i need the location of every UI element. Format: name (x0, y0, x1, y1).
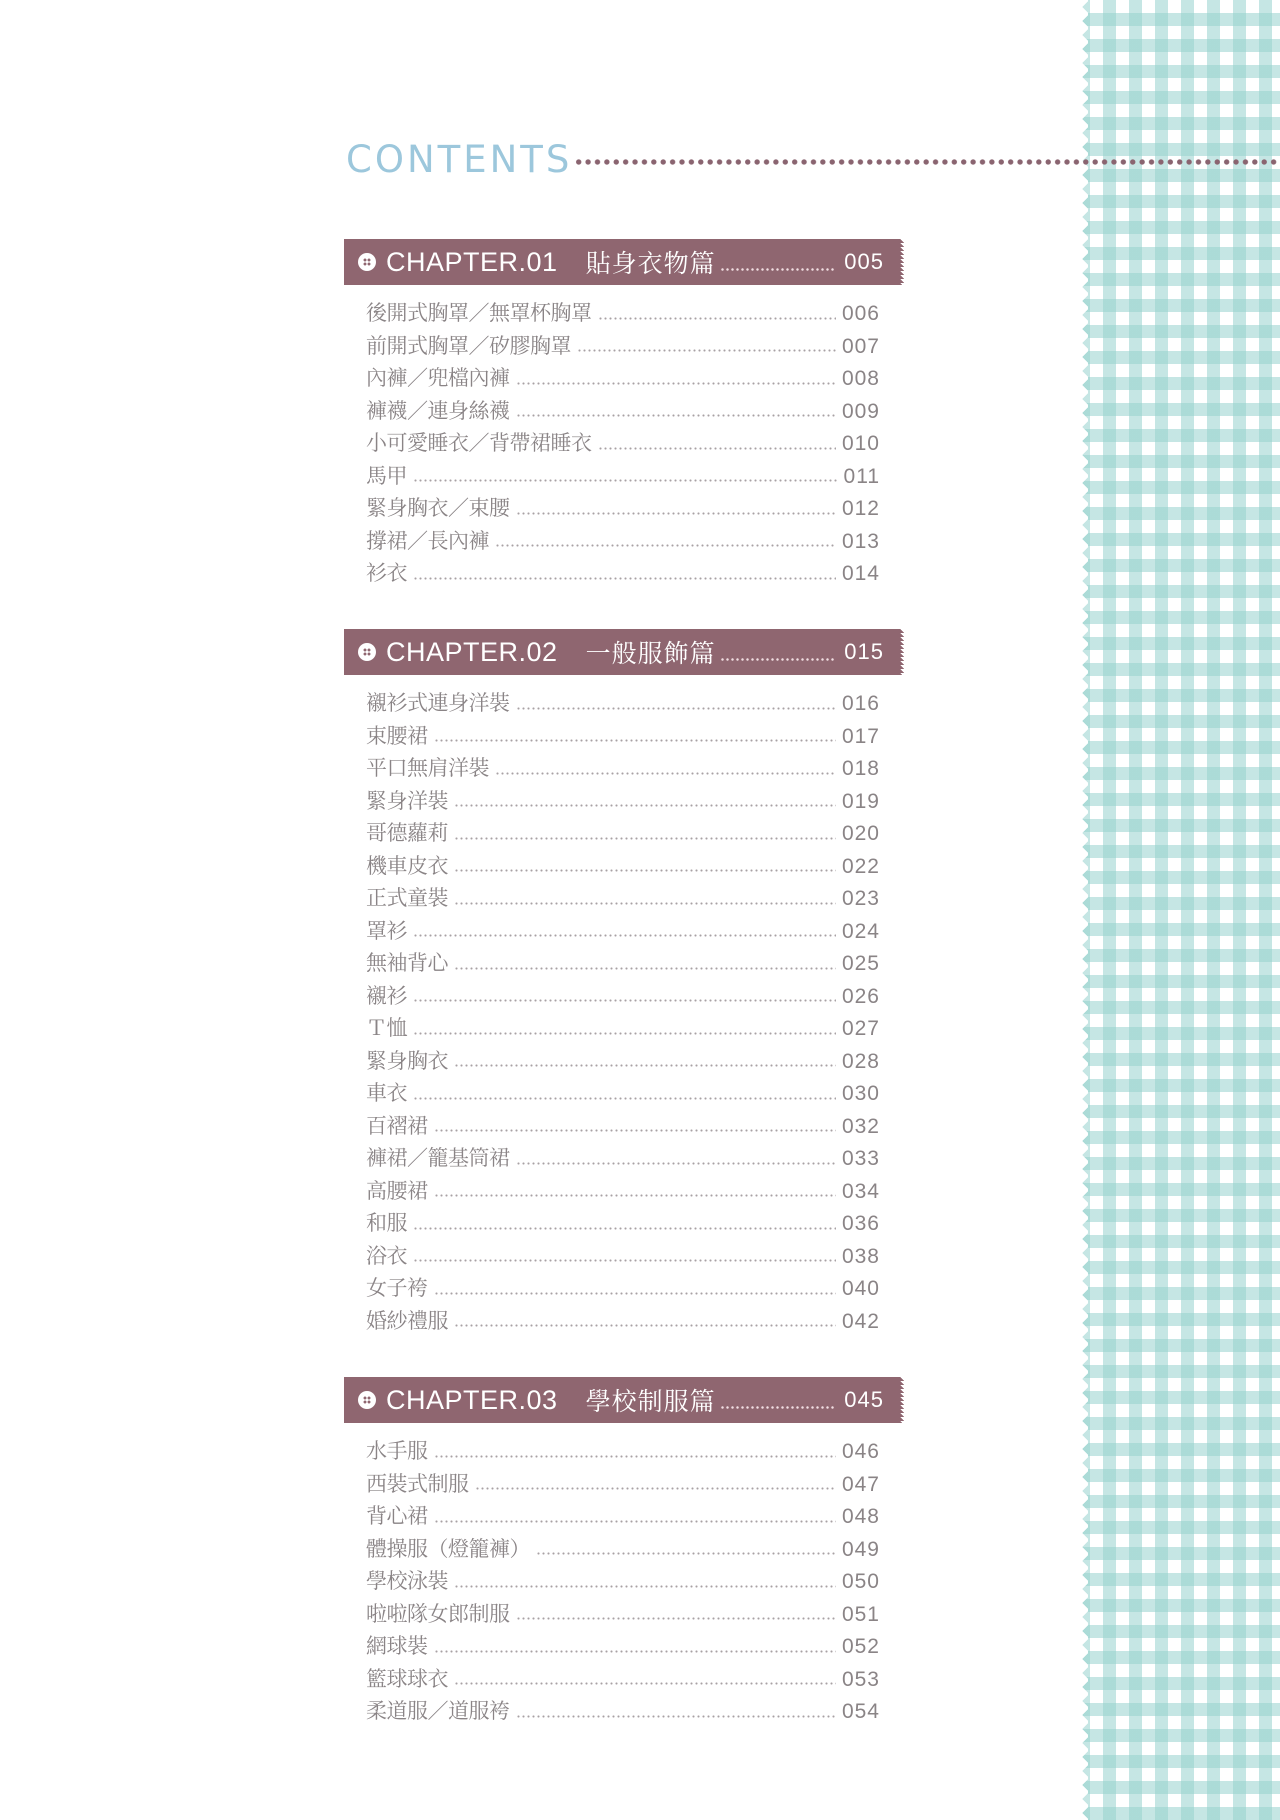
toc-entry[interactable] (366, 1305, 880, 1338)
entry-page-number: 025 (841, 952, 880, 975)
entry-leader-dots (516, 382, 836, 385)
entry-page-number: 046 (841, 1440, 880, 1463)
entry-page-number: 007 (841, 334, 880, 358)
chapter-section (344, 1377, 900, 1728)
entry-title: 浴衣 (366, 1243, 407, 1268)
entry-leader-dots (413, 1227, 836, 1230)
entry-list (366, 1435, 880, 1728)
entry-title: 緊身胸衣／束腰 (366, 496, 510, 520)
entry-page-number: 013 (841, 529, 880, 553)
toc-entry[interactable] (366, 1045, 880, 1078)
toc-entry[interactable] (366, 1240, 880, 1273)
entry-leader-dots (413, 1097, 836, 1100)
entry-title: Ｔ恤 (366, 1016, 407, 1040)
entry-leader-dots (516, 1617, 836, 1620)
entry-page-number: 024 (841, 919, 880, 943)
entry-page-number: 019 (841, 789, 880, 813)
entry-title: 束腰裙 (366, 723, 428, 748)
entry-page-number: 018 (841, 757, 880, 780)
entry-title: 網球裝 (366, 1634, 428, 1658)
entry-leader-dots (516, 1162, 836, 1165)
toc-entry[interactable] (366, 1142, 880, 1175)
entry-leader-dots (454, 1064, 836, 1067)
entry-title: 車衣 (366, 1081, 407, 1105)
entry-page-number: 033 (841, 1147, 880, 1170)
toc-entry[interactable] (366, 1110, 880, 1143)
entry-leader-dots (475, 1487, 836, 1490)
toc-entry[interactable] (366, 752, 880, 785)
entry-title: 西裝式制服 (366, 1471, 469, 1496)
chapter-leader-dots (720, 1406, 837, 1409)
chapter-label: CHAPTER.01 (386, 246, 558, 277)
entry-page-number: 009 (841, 399, 880, 423)
entry-title: 哥德蘿莉 (366, 821, 448, 845)
toc-entry[interactable] (366, 1272, 880, 1305)
entry-page-number: 034 (841, 1179, 880, 1203)
chapter-leader-dots (720, 658, 837, 661)
entry-title: 高腰裙 (366, 1178, 428, 1203)
entry-title: 罩衫 (366, 918, 407, 943)
zigzag-edge (1076, 0, 1088, 1820)
button-icon (358, 253, 376, 271)
entry-title: 褲裙／籠基筒裙 (366, 1146, 510, 1170)
entry-page-number: 050 (841, 1570, 880, 1593)
entry-page-number: 027 (841, 1017, 880, 1040)
toc-entry[interactable] (366, 915, 880, 948)
entry-leader-dots (413, 934, 836, 937)
entry-page-number: 010 (841, 432, 880, 455)
toc-entry[interactable] (366, 882, 880, 915)
toc-entry[interactable] (366, 1468, 880, 1501)
entry-leader-dots (454, 804, 836, 807)
toc-entry[interactable] (366, 785, 880, 818)
toc-entry[interactable] (366, 525, 880, 558)
entry-title: 小可愛睡衣／背帶裙睡衣 (366, 431, 592, 455)
entry-leader-dots (413, 999, 836, 1002)
entry-page-number: 026 (841, 984, 880, 1008)
entry-page-number: 023 (841, 887, 880, 910)
entry-page-number: 017 (841, 724, 880, 748)
toc-entry[interactable] (366, 980, 880, 1013)
chapter-section (344, 239, 900, 590)
toc-entry[interactable] (366, 850, 880, 883)
toc-entry[interactable] (366, 720, 880, 753)
entry-title: 平口無肩洋裝 (366, 756, 489, 780)
entry-title: 馬甲 (366, 463, 407, 488)
chapter-label: CHAPTER.02 (386, 636, 558, 667)
entry-page-number: 008 (841, 367, 880, 390)
entry-title: 婚紗禮服 (366, 1308, 448, 1333)
entry-title: 緊身洋裝 (366, 788, 448, 813)
entry-leader-dots (434, 1455, 836, 1458)
toc-entry[interactable] (366, 557, 880, 590)
toc-entry[interactable] (366, 1435, 880, 1468)
chapter-name: 貼身衣物篇 (585, 249, 716, 278)
toc-entry[interactable] (366, 1012, 880, 1045)
entry-leader-dots (516, 414, 836, 417)
entry-title: 內褲／兜檔內褲 (366, 366, 510, 390)
entry-title: 正式童裝 (366, 886, 448, 910)
entry-page-number: 052 (841, 1635, 880, 1658)
entry-leader-dots (454, 902, 836, 905)
entry-page-number: 016 (841, 692, 880, 715)
entry-leader-dots (516, 1715, 836, 1718)
entry-leader-dots (434, 1129, 836, 1132)
entry-title: 襯衫 (366, 983, 407, 1008)
toc-entry[interactable] (366, 1077, 880, 1110)
entry-title: 籃球球衣 (366, 1666, 448, 1691)
chapter-page-number: 005 (844, 249, 884, 274)
entry-page-number: 011 (843, 464, 880, 488)
toc-entry[interactable] (366, 1565, 880, 1598)
entry-page-number: 022 (841, 854, 880, 878)
gingham-border (1077, 0, 1280, 1820)
toc-entry[interactable] (366, 460, 880, 493)
toc-entry[interactable] (366, 1175, 880, 1208)
toc-entry[interactable] (366, 395, 880, 428)
button-icon (358, 1391, 376, 1409)
entry-page-number: 051 (841, 1602, 880, 1626)
toc-entry[interactable] (366, 362, 880, 395)
entry-leader-dots (413, 1259, 836, 1262)
entry-leader-dots (413, 1032, 836, 1035)
entry-leader-dots (434, 1520, 836, 1523)
chapter-header[interactable] (344, 629, 900, 675)
chapter-name: 學校制服篇 (585, 1387, 716, 1416)
toc-entry[interactable] (366, 427, 880, 460)
entry-title: 女子袴 (366, 1276, 428, 1300)
chapter-leader-dots (720, 268, 837, 271)
entry-page-number: 053 (841, 1667, 880, 1691)
page-title: CONTENTS (346, 138, 573, 181)
title-dotted-line (574, 159, 1280, 165)
toc-entry[interactable] (366, 1630, 880, 1663)
entry-leader-dots (454, 967, 836, 970)
button-icon (358, 643, 376, 661)
entry-page-number: 014 (841, 562, 880, 585)
entry-leader-dots (413, 577, 836, 580)
entry-leader-dots (577, 349, 836, 352)
toc-entry[interactable] (366, 817, 880, 850)
entry-leader-dots (536, 1552, 836, 1555)
entry-list (366, 297, 880, 590)
entry-title: 百褶裙 (366, 1113, 428, 1138)
entry-title: 背心裙 (366, 1504, 428, 1528)
entry-leader-dots (434, 1194, 836, 1197)
toc-entry[interactable] (366, 1663, 880, 1696)
chapter-header[interactable] (344, 239, 900, 285)
entry-title: 後開式胸罩／無罩杯胸罩 (366, 301, 592, 325)
chapter-section (344, 629, 900, 1337)
entry-page-number: 048 (841, 1505, 880, 1528)
chapter-label: CHAPTER.03 (386, 1384, 558, 1415)
entry-leader-dots (495, 772, 836, 775)
chapter-header[interactable] (344, 1377, 900, 1423)
entry-leader-dots (454, 1682, 836, 1685)
toc-entry[interactable] (366, 492, 880, 525)
entry-leader-dots (598, 317, 836, 320)
entry-title: 前開式胸罩／矽膠胸罩 (366, 333, 571, 358)
entry-leader-dots (454, 837, 836, 840)
entry-leader-dots (516, 512, 836, 515)
entry-leader-dots (516, 707, 836, 710)
entry-leader-dots (434, 1650, 836, 1653)
entry-list (366, 687, 880, 1337)
entry-page-number: 049 (841, 1537, 880, 1561)
entry-title: 褲襪／連身絲襪 (366, 398, 510, 423)
entry-title: 水手服 (366, 1439, 428, 1463)
toc-entry[interactable] (366, 330, 880, 363)
entry-title: 撐裙／長內褲 (366, 528, 489, 553)
toc-entry[interactable] (366, 1533, 880, 1566)
entry-leader-dots (598, 447, 836, 450)
toc-entry[interactable] (366, 1695, 880, 1728)
toc-entry[interactable] (366, 1500, 880, 1533)
toc-entry[interactable] (366, 297, 880, 330)
entry-page-number: 030 (841, 1082, 880, 1105)
entry-page-number: 040 (841, 1277, 880, 1300)
entry-leader-dots (434, 1292, 836, 1295)
entry-title: 體操服（燈籠褲） (366, 1536, 530, 1561)
entry-page-number: 032 (841, 1114, 880, 1138)
entry-leader-dots (454, 869, 836, 872)
chapter-page-number: 015 (844, 639, 884, 664)
entry-leader-dots (413, 479, 838, 482)
entry-leader-dots (495, 544, 836, 547)
entry-leader-dots (454, 1324, 836, 1327)
entry-page-number: 038 (841, 1244, 880, 1268)
entry-title: 襯衫式連身洋裝 (366, 691, 510, 715)
chapter-name: 一般服飾篇 (585, 639, 716, 668)
entry-page-number: 047 (841, 1472, 880, 1496)
entry-title: 無袖背心 (366, 951, 448, 975)
entry-title: 和服 (366, 1211, 407, 1235)
entry-leader-dots (454, 1585, 836, 1588)
entry-page-number: 012 (841, 497, 880, 520)
entry-page-number: 036 (841, 1212, 880, 1235)
entry-page-number: 042 (841, 1309, 880, 1333)
toc-entry[interactable] (366, 687, 880, 720)
entry-page-number: 020 (841, 822, 880, 845)
entry-title: 衫衣 (366, 561, 407, 585)
entry-title: 啦啦隊女郎制服 (366, 1601, 510, 1626)
toc-entry[interactable] (366, 947, 880, 980)
toc-entry[interactable] (366, 1207, 880, 1240)
entry-page-number: 028 (841, 1049, 880, 1073)
entry-leader-dots (434, 739, 836, 742)
toc-entry[interactable] (366, 1598, 880, 1631)
entry-title: 學校泳裝 (366, 1569, 448, 1593)
entry-title: 緊身胸衣 (366, 1048, 448, 1073)
entry-title: 柔道服／道服袴 (366, 1699, 510, 1723)
chapter-page-number: 045 (844, 1387, 884, 1412)
entry-page-number: 006 (841, 302, 880, 325)
entry-page-number: 054 (841, 1700, 880, 1723)
entry-title: 機車皮衣 (366, 853, 448, 878)
